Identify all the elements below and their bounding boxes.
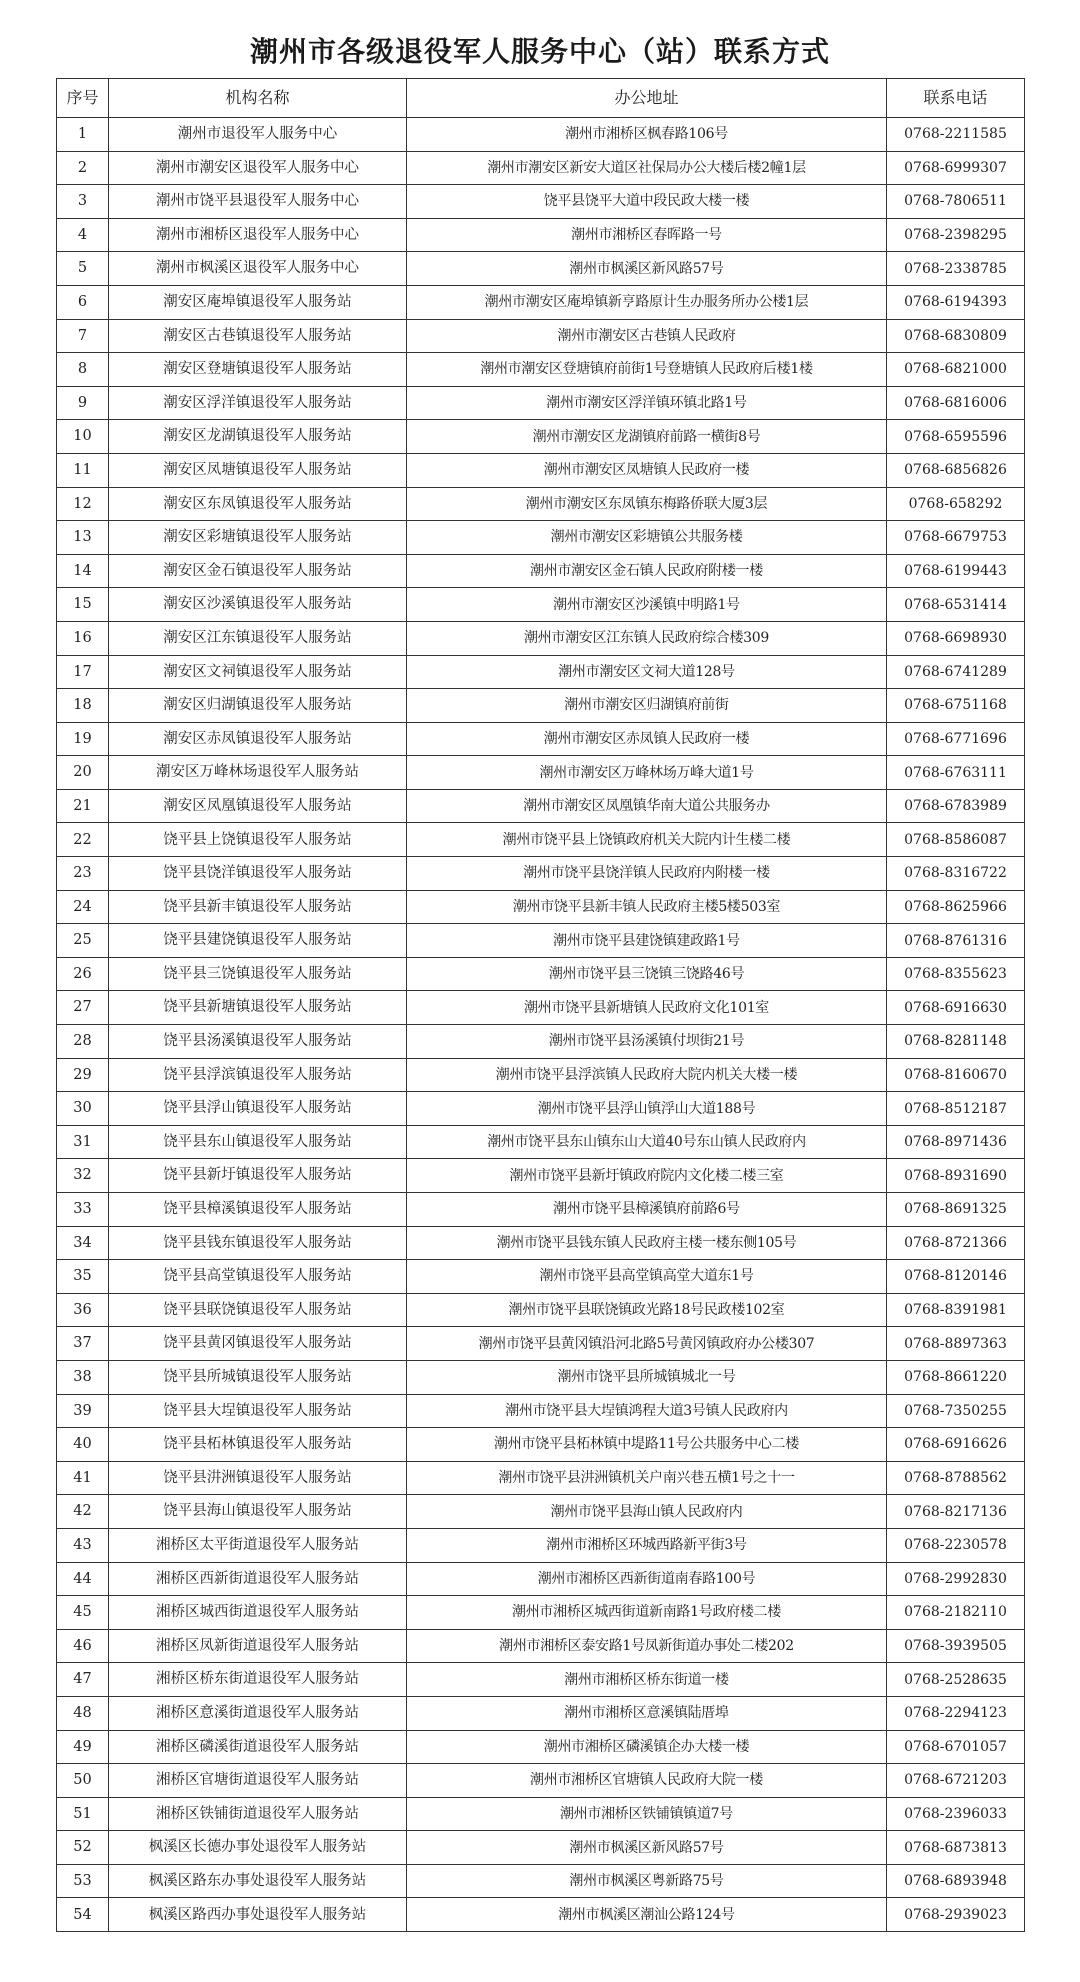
- org-name-cell: 潮州市饶平县退役军人服务中心: [109, 185, 407, 219]
- phone-cell: 0768-8391981: [887, 1293, 1025, 1327]
- org-name-cell: 饶平县海山镇退役军人服务站: [109, 1495, 407, 1529]
- phone-cell: 0768-6199443: [887, 554, 1025, 588]
- org-name-cell: 饶平县三饶镇退役军人服务站: [109, 957, 407, 991]
- phone-cell: 0768-6194393: [887, 285, 1025, 319]
- address-cell: 潮州市饶平县高堂镇高堂大道东1号: [407, 1260, 887, 1294]
- table-row: [57, 487, 1025, 521]
- org-name-cell: 潮安区金石镇退役军人服务站: [109, 554, 407, 588]
- phone-cell: 0768-6856826: [887, 453, 1025, 487]
- phone-cell: 0768-8625966: [887, 890, 1025, 924]
- address-cell: 潮州市饶平县新塘镇人民政府文化101室: [407, 991, 887, 1025]
- org-name-cell: 潮安区登塘镇退役军人服务站: [109, 353, 407, 387]
- address-cell: 潮州市潮安区新安大道区社保局办公大楼后楼2幢1层: [407, 151, 887, 185]
- row-index-cell: 41: [57, 1461, 109, 1495]
- table-row: [57, 521, 1025, 555]
- phone-cell: 0768-6595596: [887, 420, 1025, 454]
- phone-cell: 0768-8721366: [887, 1226, 1025, 1260]
- table-row: [57, 957, 1025, 991]
- row-index-cell: 49: [57, 1730, 109, 1764]
- phone-cell: 0768-8897363: [887, 1327, 1025, 1361]
- row-index-cell: 6: [57, 285, 109, 319]
- address-cell: 潮州市潮安区浮洋镇环镇北路1号: [407, 386, 887, 420]
- address-cell: 潮州市湘桥区西新街道南春路100号: [407, 1562, 887, 1596]
- address-cell: 饶平县饶平大道中段民政大楼一楼: [407, 185, 887, 219]
- address-cell: 潮州市潮安区凤塘镇人民政府一楼: [407, 453, 887, 487]
- org-name-cell: 饶平县所城镇退役军人服务站: [109, 1360, 407, 1394]
- org-name-cell: 饶平县新塘镇退役军人服务站: [109, 991, 407, 1025]
- phone-cell: 0768-7806511: [887, 185, 1025, 219]
- phone-cell: 0768-2182110: [887, 1596, 1025, 1630]
- org-name-cell: 湘桥区城西街道退役军人服务站: [109, 1596, 407, 1630]
- row-index-cell: 12: [57, 487, 109, 521]
- address-cell: 潮州市饶平县黄冈镇沿河北路5号黄冈镇政府办公楼307: [407, 1327, 887, 1361]
- org-name-cell: 潮安区龙湖镇退役军人服务站: [109, 420, 407, 454]
- address-cell: 潮州市潮安区龙湖镇府前路一横街8号: [407, 420, 887, 454]
- table-row: [57, 1058, 1025, 1092]
- row-index-cell: 45: [57, 1596, 109, 1630]
- address-cell: 潮州市饶平县浮滨镇人民政府大院内机关大楼一楼: [407, 1058, 887, 1092]
- table-row: [57, 453, 1025, 487]
- table-row: [57, 1495, 1025, 1529]
- address-cell: 潮州市饶平县樟溪镇府前路6号: [407, 1193, 887, 1227]
- table-row: [57, 1898, 1025, 1932]
- org-name-cell: 潮州市退役军人服务中心: [109, 118, 407, 152]
- row-index-cell: 27: [57, 991, 109, 1025]
- row-index-cell: 40: [57, 1428, 109, 1462]
- phone-cell: 0768-2338785: [887, 252, 1025, 286]
- org-name-cell: 潮安区凤凰镇退役军人服务站: [109, 789, 407, 823]
- address-cell: 潮州市潮安区彩塘镇公共服务楼: [407, 521, 887, 555]
- table-row: [57, 1092, 1025, 1126]
- org-name-cell: 湘桥区西新街道退役军人服务站: [109, 1562, 407, 1596]
- address-cell: 潮州市湘桥区意溪镇陆厝埠: [407, 1696, 887, 1730]
- address-cell: 潮州市饶平县饶洋镇人民政府内附楼一楼: [407, 857, 887, 891]
- table-row: [57, 1360, 1025, 1394]
- org-name-cell: 潮州市湘桥区退役军人服务中心: [109, 218, 407, 252]
- address-cell: 潮州市饶平县东山镇东山大道40号东山镇人民政府内: [407, 1125, 887, 1159]
- org-name-cell: 潮安区庵埠镇退役军人服务站: [109, 285, 407, 319]
- phone-cell: 0768-8120146: [887, 1260, 1025, 1294]
- row-index-cell: 7: [57, 319, 109, 353]
- row-index-cell: 11: [57, 453, 109, 487]
- row-index-cell: 17: [57, 655, 109, 689]
- row-index-cell: 1: [57, 118, 109, 152]
- phone-cell: 0768-8691325: [887, 1193, 1025, 1227]
- row-index-cell: 2: [57, 151, 109, 185]
- phone-cell: 0768-6916626: [887, 1428, 1025, 1462]
- phone-cell: 0768-6531414: [887, 588, 1025, 622]
- address-cell: 潮州市湘桥区铁铺镇镇道7号: [407, 1797, 887, 1831]
- org-name-cell: 潮安区凤塘镇退役军人服务站: [109, 453, 407, 487]
- row-index-cell: 23: [57, 857, 109, 891]
- org-name-cell: 饶平县樟溪镇退役军人服务站: [109, 1193, 407, 1227]
- org-name-cell: 饶平县联饶镇退役军人服务站: [109, 1293, 407, 1327]
- address-cell: 潮州市饶平县大埕镇鸿程大道3号镇人民政府内: [407, 1394, 887, 1428]
- org-name-cell: 湘桥区磷溪街道退役军人服务站: [109, 1730, 407, 1764]
- address-cell: 潮州市湘桥区环城西路新平街3号: [407, 1528, 887, 1562]
- phone-cell: 0768-6783989: [887, 789, 1025, 823]
- org-name-cell: 饶平县新圩镇退役军人服务站: [109, 1159, 407, 1193]
- org-name-cell: 饶平县钱东镇退役军人服务站: [109, 1226, 407, 1260]
- table-row: [57, 689, 1025, 723]
- address-cell: 潮州市潮安区赤凤镇人民政府一楼: [407, 722, 887, 756]
- header-org-name: 机构名称: [109, 79, 407, 118]
- row-index-cell: 19: [57, 722, 109, 756]
- row-index-cell: 5: [57, 252, 109, 286]
- org-name-cell: 饶平县上饶镇退役军人服务站: [109, 823, 407, 857]
- table-row: [57, 1461, 1025, 1495]
- row-index-cell: 47: [57, 1663, 109, 1697]
- row-index-cell: 8: [57, 353, 109, 387]
- table-row: [57, 722, 1025, 756]
- org-name-cell: 湘桥区太平街道退役军人服务站: [109, 1528, 407, 1562]
- table-row: [57, 655, 1025, 689]
- address-cell: 潮州市湘桥区磷溪镇企办大楼一楼: [407, 1730, 887, 1764]
- row-index-cell: 16: [57, 621, 109, 655]
- address-cell: 潮州市饶平县新丰镇人民政府主楼5楼503室: [407, 890, 887, 924]
- table-row: [57, 185, 1025, 219]
- row-index-cell: 3: [57, 185, 109, 219]
- table-row: [57, 1394, 1025, 1428]
- phone-cell: 0768-2939023: [887, 1898, 1025, 1932]
- table-row: [57, 621, 1025, 655]
- table-row: [57, 1260, 1025, 1294]
- table-row: [57, 1663, 1025, 1697]
- org-name-cell: 潮安区万峰林场退役军人服务站: [109, 756, 407, 790]
- table-row: [57, 554, 1025, 588]
- table-header: [57, 79, 1025, 118]
- address-cell: 潮州市潮安区登塘镇府前街1号登塘镇人民政府后楼1楼: [407, 353, 887, 387]
- phone-cell: 0768-6751168: [887, 689, 1025, 723]
- row-index-cell: 37: [57, 1327, 109, 1361]
- address-cell: 潮州市潮安区江东镇人民政府综合楼309: [407, 621, 887, 655]
- row-index-cell: 22: [57, 823, 109, 857]
- phone-cell: 0768-6771696: [887, 722, 1025, 756]
- header-row: [57, 79, 1025, 118]
- phone-cell: 0768-6821000: [887, 353, 1025, 387]
- org-name-cell: 饶平县浮滨镇退役军人服务站: [109, 1058, 407, 1092]
- address-cell: 潮州市饶平县上饶镇政府机关大院内计生楼二楼: [407, 823, 887, 857]
- phone-cell: 0768-8281148: [887, 1025, 1025, 1059]
- table-row: [57, 1528, 1025, 1562]
- table-row: [57, 1696, 1025, 1730]
- row-index-cell: 31: [57, 1125, 109, 1159]
- org-name-cell: 潮安区江东镇退役军人服务站: [109, 621, 407, 655]
- address-cell: 潮州市饶平县三饶镇三饶路46号: [407, 957, 887, 991]
- row-index-cell: 51: [57, 1797, 109, 1831]
- address-cell: 潮州市饶平县联饶镇政光路18号民政楼102室: [407, 1293, 887, 1327]
- table-row: [57, 924, 1025, 958]
- table-row: [57, 319, 1025, 353]
- address-cell: 潮州市枫溪区潮汕公路124号: [407, 1898, 887, 1932]
- row-index-cell: 36: [57, 1293, 109, 1327]
- row-index-cell: 30: [57, 1092, 109, 1126]
- table-row: [57, 991, 1025, 1025]
- phone-cell: 0768-6763111: [887, 756, 1025, 790]
- phone-cell: 0768-3939505: [887, 1629, 1025, 1663]
- phone-cell: 0768-6916630: [887, 991, 1025, 1025]
- table-row: [57, 588, 1025, 622]
- org-name-cell: 潮安区赤凤镇退役军人服务站: [109, 722, 407, 756]
- phone-cell: 0768-6701057: [887, 1730, 1025, 1764]
- phone-cell: 0768-2396033: [887, 1797, 1025, 1831]
- phone-cell: 0768-8971436: [887, 1125, 1025, 1159]
- org-name-cell: 潮安区古巷镇退役军人服务站: [109, 319, 407, 353]
- row-index-cell: 54: [57, 1898, 109, 1932]
- row-index-cell: 21: [57, 789, 109, 823]
- org-name-cell: 潮安区沙溪镇退役军人服务站: [109, 588, 407, 622]
- row-index-cell: 13: [57, 521, 109, 555]
- header-index: 序号: [57, 79, 109, 118]
- org-name-cell: 湘桥区桥东街道退役军人服务站: [109, 1663, 407, 1697]
- org-name-cell: 饶平县柘林镇退役军人服务站: [109, 1428, 407, 1462]
- phone-cell: 0768-8788562: [887, 1461, 1025, 1495]
- phone-cell: 0768-6679753: [887, 521, 1025, 555]
- phone-cell: 0768-6830809: [887, 319, 1025, 353]
- phone-cell: 0768-2230578: [887, 1528, 1025, 1562]
- org-name-cell: 潮安区彩塘镇退役军人服务站: [109, 521, 407, 555]
- row-index-cell: 33: [57, 1193, 109, 1227]
- phone-cell: 0768-8586087: [887, 823, 1025, 857]
- address-cell: 潮州市饶平县建饶镇建政路1号: [407, 924, 887, 958]
- org-name-cell: 饶平县黄冈镇退役军人服务站: [109, 1327, 407, 1361]
- row-index-cell: 14: [57, 554, 109, 588]
- table-row: [57, 1596, 1025, 1630]
- address-cell: 潮州市饶平县柘林镇中堤路11号公共服务中心二楼: [407, 1428, 887, 1462]
- phone-cell: 0768-6816006: [887, 386, 1025, 420]
- org-name-cell: 饶平县汤溪镇退役军人服务站: [109, 1025, 407, 1059]
- org-name-cell: 湘桥区官塘街道退役军人服务站: [109, 1764, 407, 1798]
- table-row: [57, 756, 1025, 790]
- row-index-cell: 28: [57, 1025, 109, 1059]
- table-row: [57, 1730, 1025, 1764]
- table-row: [57, 1831, 1025, 1865]
- row-index-cell: 48: [57, 1696, 109, 1730]
- org-name-cell: 潮安区浮洋镇退役军人服务站: [109, 386, 407, 420]
- phone-cell: 0768-2528635: [887, 1663, 1025, 1697]
- phone-cell: 0768-8160670: [887, 1058, 1025, 1092]
- phone-cell: 0768-8761316: [887, 924, 1025, 958]
- org-name-cell: 潮州市枫溪区退役军人服务中心: [109, 252, 407, 286]
- address-cell: 潮州市饶平县汫洲镇机关户南兴巷五横1号之十一: [407, 1461, 887, 1495]
- org-name-cell: 潮安区文祠镇退役军人服务站: [109, 655, 407, 689]
- address-cell: 潮州市枫溪区新风路57号: [407, 252, 887, 286]
- org-name-cell: 湘桥区凤新街道退役军人服务站: [109, 1629, 407, 1663]
- org-name-cell: 潮安区归湖镇退役军人服务站: [109, 689, 407, 723]
- phone-cell: 0768-8661220: [887, 1360, 1025, 1394]
- table-row: [57, 890, 1025, 924]
- phone-cell: 0768-8316722: [887, 857, 1025, 891]
- table-row: [57, 386, 1025, 420]
- org-name-cell: 枫溪区路西办事处退役军人服务站: [109, 1898, 407, 1932]
- phone-cell: 0768-2211585: [887, 118, 1025, 152]
- address-cell: 潮州市湘桥区城西街道新南路1号政府楼二楼: [407, 1596, 887, 1630]
- address-cell: 潮州市湘桥区桥东街道一楼: [407, 1663, 887, 1697]
- org-name-cell: 饶平县汫洲镇退役军人服务站: [109, 1461, 407, 1495]
- table-row: [57, 1159, 1025, 1193]
- phone-cell: 0768-7350255: [887, 1394, 1025, 1428]
- phone-cell: 0768-658292: [887, 487, 1025, 521]
- row-index-cell: 50: [57, 1764, 109, 1798]
- table-row: [57, 1293, 1025, 1327]
- org-name-cell: 湘桥区意溪街道退役军人服务站: [109, 1696, 407, 1730]
- row-index-cell: 34: [57, 1226, 109, 1260]
- row-index-cell: 26: [57, 957, 109, 991]
- phone-cell: 0768-2294123: [887, 1696, 1025, 1730]
- row-index-cell: 35: [57, 1260, 109, 1294]
- row-index-cell: 25: [57, 924, 109, 958]
- table-row: [57, 1125, 1025, 1159]
- phone-cell: 0768-6999307: [887, 151, 1025, 185]
- phone-cell: 0768-6741289: [887, 655, 1025, 689]
- table-row: [57, 118, 1025, 152]
- address-cell: 潮州市枫溪区粤新路75号: [407, 1864, 887, 1898]
- table-row: [57, 1797, 1025, 1831]
- phone-cell: 0768-8931690: [887, 1159, 1025, 1193]
- row-index-cell: 44: [57, 1562, 109, 1596]
- address-cell: 潮州市潮安区万峰林场万峰大道1号: [407, 756, 887, 790]
- org-name-cell: 饶平县新丰镇退役军人服务站: [109, 890, 407, 924]
- table-row: [57, 1864, 1025, 1898]
- address-cell: 潮州市潮安区归湖镇府前街: [407, 689, 887, 723]
- table-row: [57, 218, 1025, 252]
- org-name-cell: 枫溪区长德办事处退役军人服务站: [109, 1831, 407, 1865]
- address-cell: 潮州市饶平县浮山镇浮山大道188号: [407, 1092, 887, 1126]
- row-index-cell: 9: [57, 386, 109, 420]
- address-cell: 潮州市潮安区凤凰镇华南大道公共服务办: [407, 789, 887, 823]
- phone-cell: 0768-6873813: [887, 1831, 1025, 1865]
- org-name-cell: 饶平县大埕镇退役军人服务站: [109, 1394, 407, 1428]
- table-row: [57, 252, 1025, 286]
- row-index-cell: 52: [57, 1831, 109, 1865]
- table-row: [57, 823, 1025, 857]
- table-row: [57, 1327, 1025, 1361]
- contacts-table: [56, 78, 1025, 1932]
- address-cell: 潮州市饶平县海山镇人民政府内: [407, 1495, 887, 1529]
- row-index-cell: 46: [57, 1629, 109, 1663]
- phone-cell: 0768-6698930: [887, 621, 1025, 655]
- row-index-cell: 32: [57, 1159, 109, 1193]
- address-cell: 潮州市潮安区文祠大道128号: [407, 655, 887, 689]
- header-address: 办公地址: [407, 79, 887, 118]
- address-cell: 潮州市潮安区东凤镇东梅路侨联大厦3层: [407, 487, 887, 521]
- table-row: [57, 789, 1025, 823]
- address-cell: 潮州市潮安区沙溪镇中明路1号: [407, 588, 887, 622]
- address-cell: 潮州市湘桥区春晖路一号: [407, 218, 887, 252]
- table-row: [57, 1428, 1025, 1462]
- table-row: [57, 420, 1025, 454]
- table-row: [57, 353, 1025, 387]
- org-name-cell: 饶平县浮山镇退役军人服务站: [109, 1092, 407, 1126]
- row-index-cell: 43: [57, 1528, 109, 1562]
- row-index-cell: 53: [57, 1864, 109, 1898]
- table-row: [57, 1562, 1025, 1596]
- table-row: [57, 857, 1025, 891]
- address-cell: 潮州市枫溪区新风路57号: [407, 1831, 887, 1865]
- phone-cell: 0768-8355623: [887, 957, 1025, 991]
- address-cell: 潮州市湘桥区泰安路1号凤新街道办事处二楼202: [407, 1629, 887, 1663]
- phone-cell: 0768-2992830: [887, 1562, 1025, 1596]
- address-cell: 潮州市湘桥区官塘镇人民政府大院一楼: [407, 1764, 887, 1798]
- org-name-cell: 饶平县建饶镇退役军人服务站: [109, 924, 407, 958]
- row-index-cell: 10: [57, 420, 109, 454]
- address-cell: 潮州市潮安区金石镇人民政府附楼一楼: [407, 554, 887, 588]
- row-index-cell: 42: [57, 1495, 109, 1529]
- address-cell: 潮州市潮安区古巷镇人民政府: [407, 319, 887, 353]
- address-cell: 潮州市潮安区庵埠镇新亨路原计生办服务所办公楼1层: [407, 285, 887, 319]
- org-name-cell: 湘桥区铁铺街道退役军人服务站: [109, 1797, 407, 1831]
- table-row: [57, 1629, 1025, 1663]
- row-index-cell: 24: [57, 890, 109, 924]
- row-index-cell: 15: [57, 588, 109, 622]
- table-row: [57, 285, 1025, 319]
- table-row: [57, 1226, 1025, 1260]
- row-index-cell: 18: [57, 689, 109, 723]
- address-cell: 潮州市饶平县新圩镇政府院内文化楼二楼三室: [407, 1159, 887, 1193]
- page-title: 潮州市各级退役军人服务中心（站）联系方式: [249, 35, 830, 68]
- address-cell: 潮州市饶平县汤溪镇付坝街21号: [407, 1025, 887, 1059]
- table-row: [57, 1193, 1025, 1227]
- row-index-cell: 38: [57, 1360, 109, 1394]
- phone-cell: 0768-8217136: [887, 1495, 1025, 1529]
- org-name-cell: 潮州市潮安区退役军人服务中心: [109, 151, 407, 185]
- table-row: [57, 1764, 1025, 1798]
- org-name-cell: 饶平县东山镇退役军人服务站: [109, 1125, 407, 1159]
- row-index-cell: 39: [57, 1394, 109, 1428]
- phone-cell: 0768-2398295: [887, 218, 1025, 252]
- org-name-cell: 饶平县高堂镇退役军人服务站: [109, 1260, 407, 1294]
- phone-cell: 0768-6893948: [887, 1864, 1025, 1898]
- phone-cell: 0768-6721203: [887, 1764, 1025, 1798]
- header-phone: 联系电话: [887, 79, 1025, 118]
- row-index-cell: 20: [57, 756, 109, 790]
- org-name-cell: 潮安区东凤镇退役军人服务站: [109, 487, 407, 521]
- row-index-cell: 4: [57, 218, 109, 252]
- address-cell: 潮州市湘桥区枫春路106号: [407, 118, 887, 152]
- phone-cell: 0768-8512187: [887, 1092, 1025, 1126]
- table-row: [57, 151, 1025, 185]
- address-cell: 潮州市饶平县钱东镇人民政府主楼一楼东侧105号: [407, 1226, 887, 1260]
- row-index-cell: 29: [57, 1058, 109, 1092]
- org-name-cell: 饶平县饶洋镇退役军人服务站: [109, 857, 407, 891]
- address-cell: 潮州市饶平县所城镇城北一号: [407, 1360, 887, 1394]
- org-name-cell: 枫溪区路东办事处退役军人服务站: [109, 1864, 407, 1898]
- table-body: [57, 118, 1025, 1932]
- table-row: [57, 1025, 1025, 1059]
